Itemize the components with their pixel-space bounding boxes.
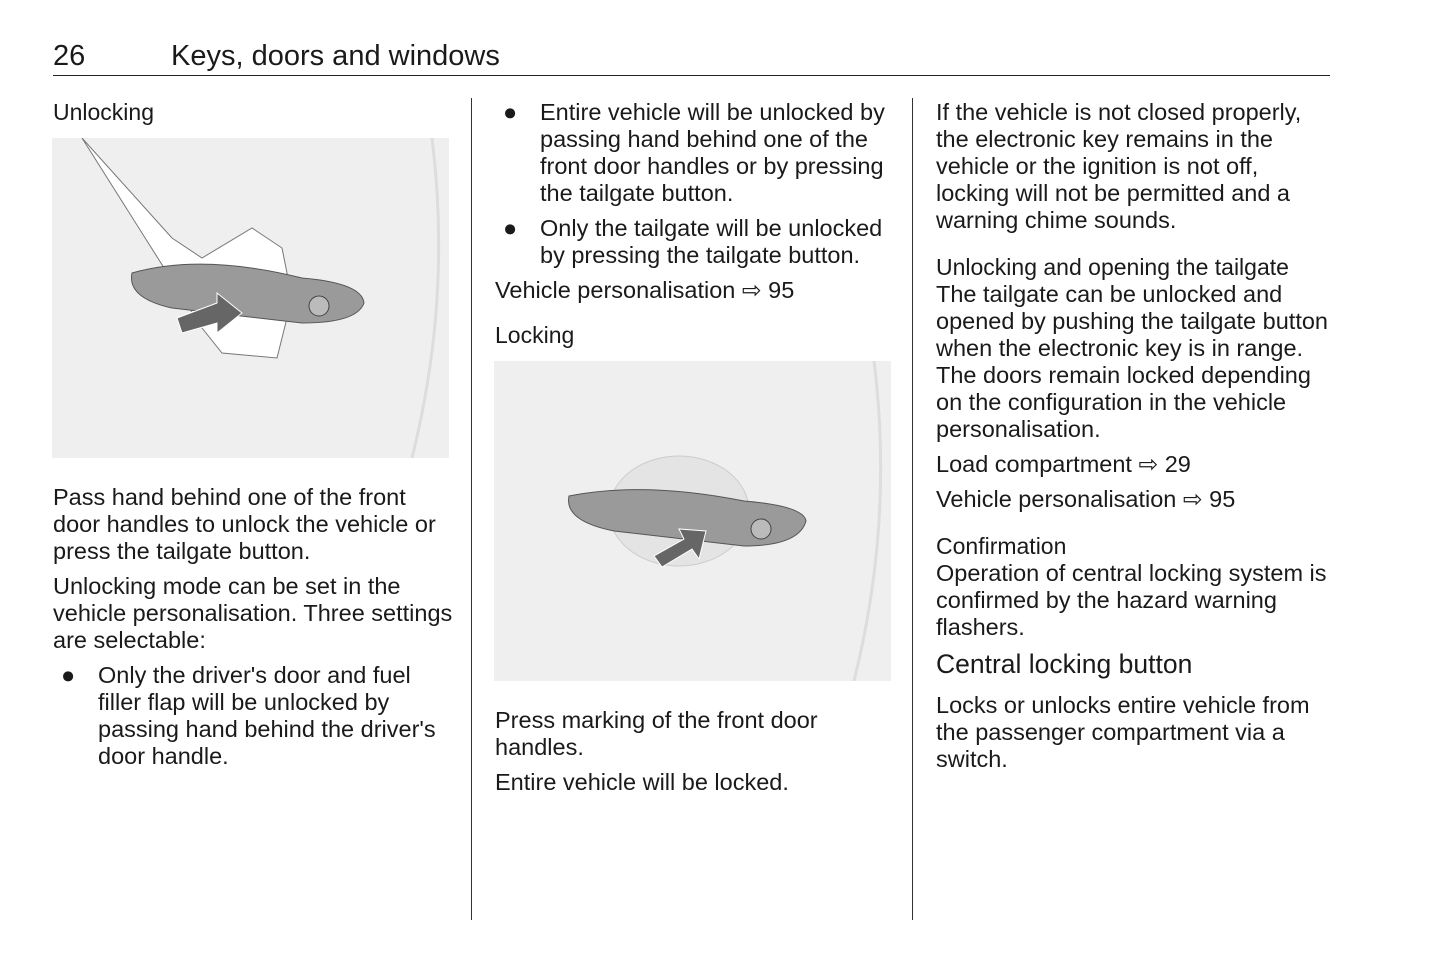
reference-page: 95	[768, 277, 795, 303]
paragraph: Entire vehicle will be locked.	[495, 769, 789, 795]
cross-reference[interactable]	[936, 486, 1336, 513]
column-1	[53, 99, 453, 778]
paragraph: Operation of central locking system is confirmed by the hazard warning flashers.	[936, 560, 1327, 640]
page-number: 26	[53, 40, 86, 72]
column-divider	[912, 98, 913, 920]
locking-illustration	[494, 361, 891, 681]
paragraph: Locks or unlocks entire vehicle from the passenger compartment via a switch.	[936, 692, 1310, 772]
subheading-confirmation: Confirmation	[936, 533, 1067, 559]
bullet-icon: ●	[61, 662, 76, 688]
reference-page: 95	[1209, 486, 1236, 512]
list-item-text: Only the driver's door and fuel filler flap will be unlocked by passing hand behind the driver's door handle.	[98, 662, 436, 769]
list-item	[495, 215, 895, 269]
paragraph: Unlocking mode can be set in the vehicle personalisation. Three settings are selectable:	[53, 573, 453, 653]
list-item-text: Only the tailgate will be unlocked by pressing the tailgate button.	[540, 215, 883, 268]
list-item	[495, 99, 895, 207]
cross-reference[interactable]	[936, 451, 1336, 478]
column-2	[495, 99, 895, 804]
section-heading-unlocking: Unlocking	[53, 99, 154, 125]
subheading-tailgate: Unlocking and opening the tailgate	[936, 254, 1289, 280]
bullet-icon: ●	[503, 215, 518, 241]
reference-text: Load compartment	[936, 451, 1132, 477]
list-item	[53, 662, 453, 770]
list-item-text: Entire vehicle will be unlocked by passing hand behind one of the front door handles or by pressing the tailgate button.	[540, 99, 885, 206]
section-heading-locking: Locking	[495, 322, 575, 348]
column-3	[936, 99, 1336, 781]
header-rule	[53, 75, 1330, 76]
section-heading-central-locking: Central locking button	[936, 649, 1193, 679]
unlocking-illustration	[52, 138, 449, 458]
column-divider	[471, 98, 472, 920]
reference-arrow-icon: ⇨	[1138, 451, 1159, 477]
reference-page: 29	[1164, 451, 1191, 477]
reference-arrow-icon: ⇨	[741, 277, 762, 303]
paragraph: Press marking of the front door handles.	[495, 707, 818, 760]
cross-reference[interactable]	[495, 277, 895, 304]
reference-text: Vehicle personalisation	[936, 486, 1177, 512]
bullet-icon: ●	[503, 99, 518, 125]
reference-text: Vehicle personalisation	[495, 277, 736, 303]
paragraph: If the vehicle is not closed properly, the electronic key remains in the vehicle or the ignition is not off, locking will not be permitted and a warning chime sounds.	[936, 99, 1302, 233]
chapter-title: Keys, doors and windows	[171, 40, 500, 72]
paragraph: Pass hand behind one of the front door handles to unlock the vehicle or press the tailgate button.	[53, 484, 436, 564]
paragraph: The tailgate can be unlocked and opened by pushing the tailgate button when the electronic key is in range. The doors remain locked depending on the configuration in the vehicle personalisation.	[936, 281, 1328, 442]
reference-arrow-icon: ⇨	[1182, 486, 1203, 512]
